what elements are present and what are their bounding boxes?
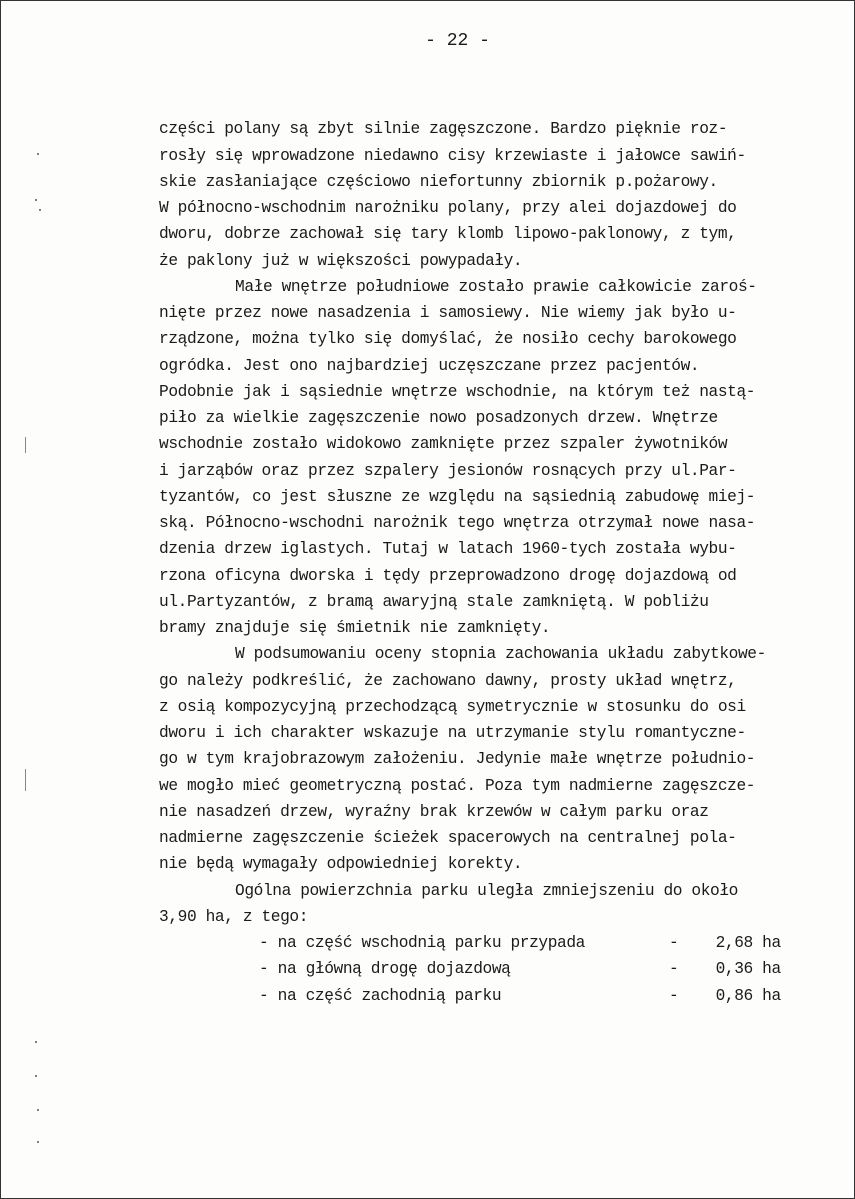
text-line: dzenia drzew iglastych. Tutaj w latach 1960-tych została wybu- — [159, 540, 737, 558]
text-line: nięte przez nowe nasadzenia i samosiewy. Nie wiemy jak było u- — [159, 304, 737, 322]
scan-mark — [25, 437, 26, 453]
text-line: rzona oficyna dworska i tędy przeprowadzono drogę dojazdową od — [159, 567, 737, 585]
text-line: z osią kompozycyjną przechodzącą symetrycznie w stosunku do osi — [159, 698, 746, 716]
text-line: nie będą wymagały odpowiedniej korekty. — [159, 855, 523, 873]
text-line: go należy podkreślić, że zachowano dawny, prosty układ wnętrz, — [159, 672, 737, 690]
scan-mark — [25, 769, 26, 791]
scan-speck — [35, 1075, 37, 1077]
paragraph-start-line: W podsumowaniu oceny stopnia zachowania układu zabytkowe- — [235, 645, 766, 663]
area-item-label: - na część wschodnią parku przypada — [259, 934, 585, 952]
text-line: piło za wielkie zagęszczenie nowo posadzonych drzew. Wnętrze — [159, 409, 718, 427]
text-line: tyzantów, co jest słuszne ze względu na sąsiednią zabudowę miej- — [159, 488, 756, 506]
text-line: wschodnie zostało widokowo zamknięte przez szpaler żywotników — [159, 435, 728, 453]
text-line: dworu i ich charakter wskazuje na utrzymanie stylu romantyczne- — [159, 724, 746, 742]
scan-speck — [37, 153, 39, 155]
text-line: rosły się wprowadzone niedawno cisy krzewiaste i jałowce sawiń- — [159, 147, 746, 165]
text-line: nie nasadzeń drzew, wyraźny brak krzewów w całym parku oraz — [159, 803, 709, 821]
scan-speck — [37, 1109, 39, 1111]
text-line: bramy znajduje się śmietnik nie zamknięty. — [159, 619, 551, 637]
text-line: części polany są zbyt silnie zagęszczone. Bardzo pięknie roz- — [159, 120, 728, 138]
scan-speck — [35, 1041, 37, 1043]
text-line: i jarząbów oraz przez szpalery jesionów rosnących przy ul.Par- — [159, 462, 737, 480]
text-line: ogródka. Jest ono najbardziej uczęszczane przez pacjentów. — [159, 357, 700, 375]
text-line: we mogło mieć geometryczną postać. Poza tym nadmierne zagęszcze- — [159, 777, 756, 795]
text-line: że paklony już w większości powypadały. — [159, 252, 523, 270]
text-line: 3,90 ha, z tego: — [159, 908, 309, 926]
scan-speck — [39, 209, 41, 211]
text-line: ską. Północno-wschodni narożnik tego wnętrza otrzymał nowe nasa- — [159, 514, 756, 532]
text-line: ul.Partyzantów, z bramą awaryjną stale zamkniętą. W pobliżu — [159, 593, 709, 611]
paragraph-start-line: Małe wnętrze południowe zostało prawie całkowicie zaroś- — [235, 278, 757, 296]
area-item-label: - na część zachodnią parku — [259, 987, 502, 1005]
area-item-amount: - 0,36 ha — [669, 960, 781, 978]
page-number: - 22 - — [425, 31, 490, 51]
text-line: skie zasłaniające częściowo niefortunny zbiornik p.pożarowy. — [159, 173, 718, 191]
text-line: W północno-wschodnim narożniku polany, przy alei dojazdowej do — [159, 199, 737, 217]
text-line: go w tym krajobrazowym założeniu. Jedynie małe wnętrze południo- — [159, 750, 756, 768]
text-line: dworu, dobrze zachował się tary klomb lipowo-paklonowy, z tym, — [159, 225, 737, 243]
text-line: nadmierne zagęszczenie ścieżek spacerowych na centralnej pola- — [159, 829, 737, 847]
area-item-label: - na główną drogę dojazdową — [259, 960, 511, 978]
scan-speck — [37, 1141, 39, 1143]
area-item-amount: - 2,68 ha — [669, 934, 781, 952]
text-line: Podobnie jak i sąsiednie wnętrze wschodnie, na którym też nastą- — [159, 383, 756, 401]
text-line: rządzone, można tylko się domyślać, że nosiło cechy barokowego — [159, 330, 737, 348]
scan-speck — [35, 199, 37, 201]
area-item-amount: - 0,86 ha — [669, 987, 781, 1005]
paragraph-start-line: Ogólna powierzchnia parku uległa zmniejszeniu do około — [235, 882, 738, 900]
